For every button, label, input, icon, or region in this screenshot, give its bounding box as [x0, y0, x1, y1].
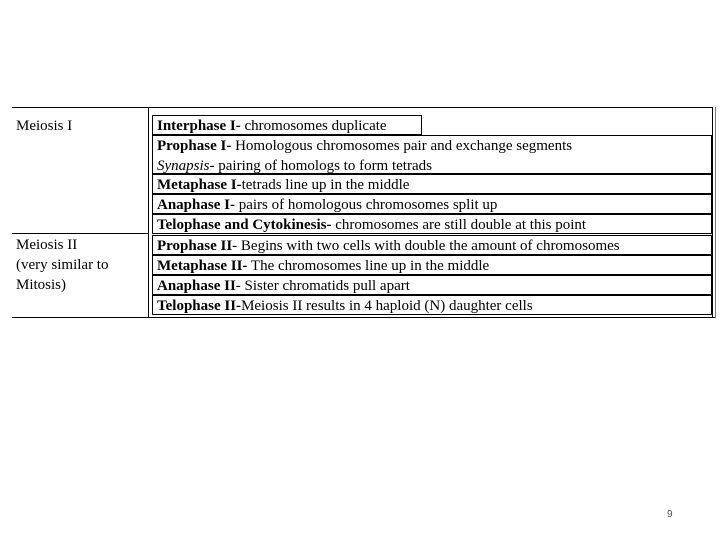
phase-description: chromosomes are still double at this point: [331, 217, 587, 233]
phase-term: Prophase I-: [157, 138, 232, 154]
table-row: [152, 135, 712, 174]
table-row: [152, 115, 422, 135]
table-bottom-border: [12, 317, 716, 318]
phase-term: Metaphase I-: [157, 177, 242, 193]
phase-description: Homologous chromosomes pair and exchange segments: [231, 138, 573, 154]
phase-term: Interphase I-: [157, 118, 241, 134]
phase-term: Prophase II: [157, 238, 233, 254]
phase-term: Anaphase I-: [157, 197, 235, 213]
phase-description: The chromosomes line up in the middle: [247, 258, 490, 274]
section-divider: [12, 233, 149, 234]
section-label-meiosis-1: Meiosis I: [16, 118, 73, 134]
phase-description: pairs of homologous chromosomes split up: [234, 197, 498, 213]
table-row: [152, 255, 712, 275]
phase-description: - Begins with two cells with double the amount of chromosomes: [232, 238, 620, 254]
page-number: 9: [667, 509, 673, 520]
phase-term: Telophase II-: [157, 298, 242, 314]
phase-description: tetrads line up in the middle: [241, 177, 410, 193]
phase-term: Telophase and Cytokinesis-: [157, 217, 332, 233]
phase-term: Anaphase II: [157, 278, 236, 294]
table-row: [152, 295, 712, 315]
section-label-meiosis-2: Meiosis II (very similar to Mitosis): [16, 237, 109, 293]
table-right-shadow: [715, 107, 716, 318]
phase-description: Meiosis II results in 4 haploid (N) daughter cells: [241, 298, 533, 314]
table-row: [152, 235, 712, 255]
table-row: [152, 214, 712, 234]
meiosis-table: [12, 107, 716, 319]
phase-description: chromosomes duplicate: [240, 118, 387, 134]
table-row: [152, 194, 712, 214]
table-row: [152, 174, 712, 194]
table-row: [152, 275, 712, 295]
phase-term: Metaphase II-: [157, 258, 248, 274]
sub-term: Synapsis: [157, 158, 210, 174]
sub-description: - pairing of homologs to form tetrads: [209, 158, 432, 174]
table-top-border: [12, 107, 712, 108]
column-divider: [148, 107, 149, 318]
phase-description: - Sister chromatids pull apart: [235, 278, 410, 294]
table-right-border: [712, 107, 713, 318]
